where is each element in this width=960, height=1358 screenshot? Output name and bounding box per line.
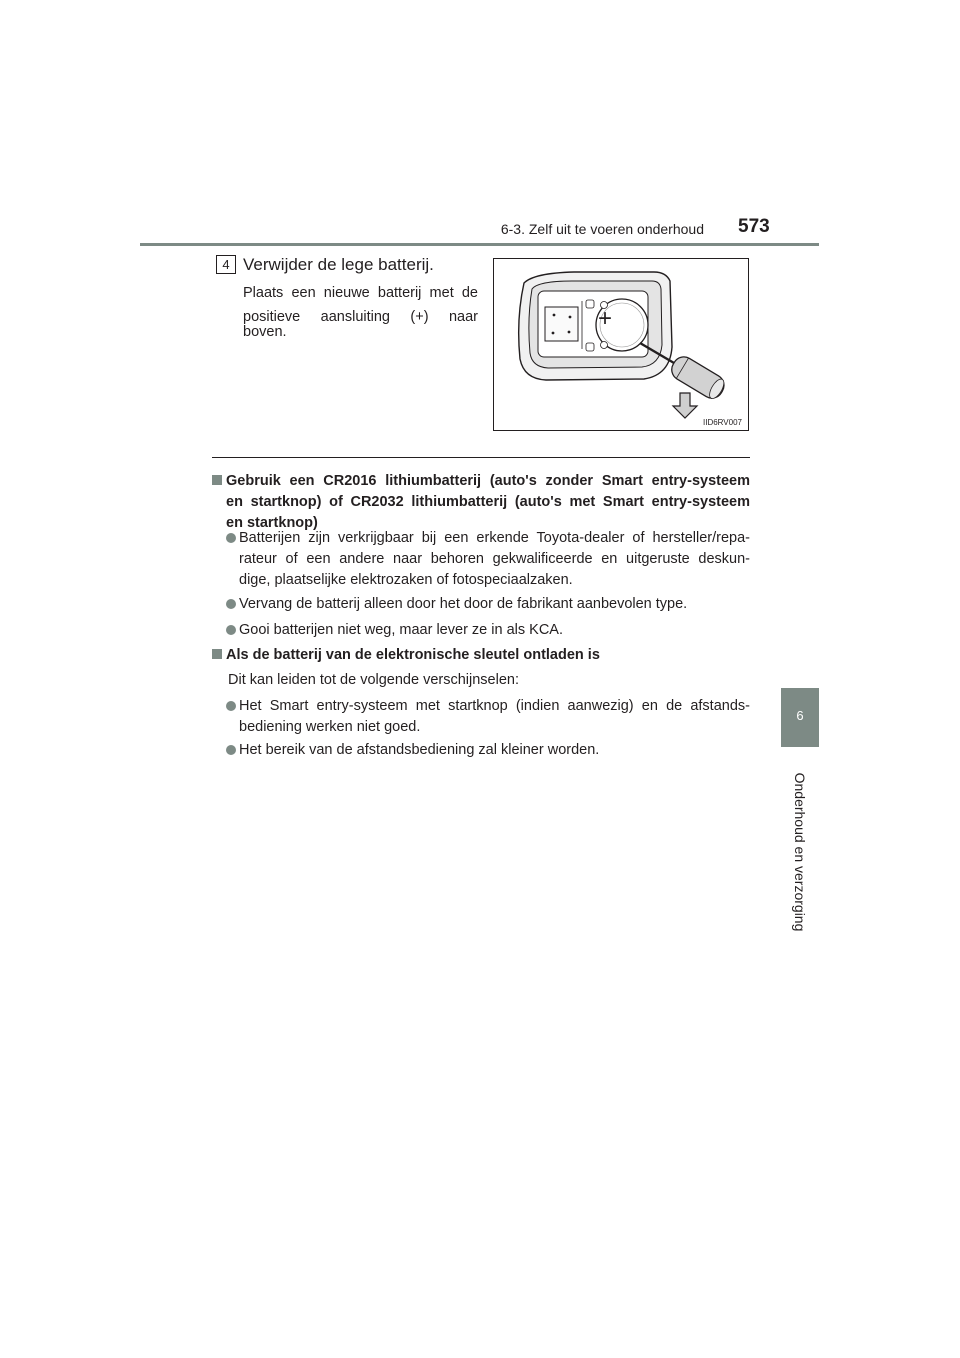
list-item-line: Het bereik van de afstandsbediening zal kleiner worden.	[239, 742, 600, 758]
figure-id: IID6RV007	[703, 418, 742, 427]
header-section-title: 6-3. Zelf uit te voeren onderhoud	[500, 221, 704, 237]
section-intro: Dit kan leiden tot de volgende verschijnselen:	[228, 672, 519, 688]
bullet-dot-icon	[226, 701, 236, 711]
list-item-line: Vervang de batterij alleen door het door de fabrikant aanbevolen type.	[239, 596, 688, 612]
step-body-line: Plaats een nieuwe batterij met de	[243, 285, 478, 301]
list-item-line: bediening werken niet goed.	[239, 719, 421, 735]
bullet-dot-icon	[226, 533, 236, 543]
bullet-dot-icon	[226, 625, 236, 635]
section-heading	[212, 471, 750, 534]
bullet-dot-icon	[226, 599, 236, 609]
step-body-line: boven.	[243, 324, 287, 340]
list-item	[226, 528, 750, 591]
section-heading	[212, 645, 750, 666]
page-number: 573	[738, 216, 770, 237]
section-heading-line: Als de batterij van de elektronische sleutel ontladen is	[226, 647, 600, 663]
square-bullet-icon	[212, 475, 222, 485]
bullet-dot-icon	[226, 745, 236, 755]
key-battery-figure	[493, 258, 749, 431]
header-rule	[140, 243, 819, 246]
plus-symbol: +	[598, 305, 613, 332]
section-rule	[212, 457, 750, 458]
list-item-line: Gooi batterijen niet weg, maar lever ze in als KCA.	[239, 622, 563, 638]
section-heading-line: en startknop)	[226, 515, 318, 531]
list-item-line: rateur of een andere naar behoren gekwalificeerde en uitgeruste deskun-	[239, 551, 750, 567]
step-number-box: 4	[216, 255, 236, 274]
step-body-line: positieve aansluiting (+) naar	[243, 308, 478, 325]
list-item	[226, 696, 750, 738]
square-bullet-icon	[212, 649, 222, 659]
list-item	[226, 594, 750, 615]
list-item	[226, 620, 750, 641]
chapter-tab-label: Onderhoud en verzorging	[792, 772, 808, 932]
key-battery-illustration	[494, 259, 750, 432]
list-item	[226, 740, 750, 761]
list-item-line: Het Smart entry-systeem met startknop (indien aanwezig) en de afstands-	[239, 698, 750, 714]
step-title: Verwijder de lege batterij.	[243, 255, 434, 274]
section-heading-line: Gebruik een CR2016 lithiumbatterij (auto's zonder Smart entry-systeem	[226, 473, 750, 489]
section-heading-line: en startknop) of CR2032 lithiumbatterij (auto's met Smart entry-systeem	[226, 494, 750, 510]
list-item-line: dige, plaatselijke elektrozaken of fotospeciaalzaken.	[239, 572, 573, 588]
list-item-line: Batterijen zijn verkrijgbaar bij een erkende Toyota-dealer of hersteller/repa-	[239, 530, 750, 546]
chapter-tab: 6	[781, 688, 819, 747]
